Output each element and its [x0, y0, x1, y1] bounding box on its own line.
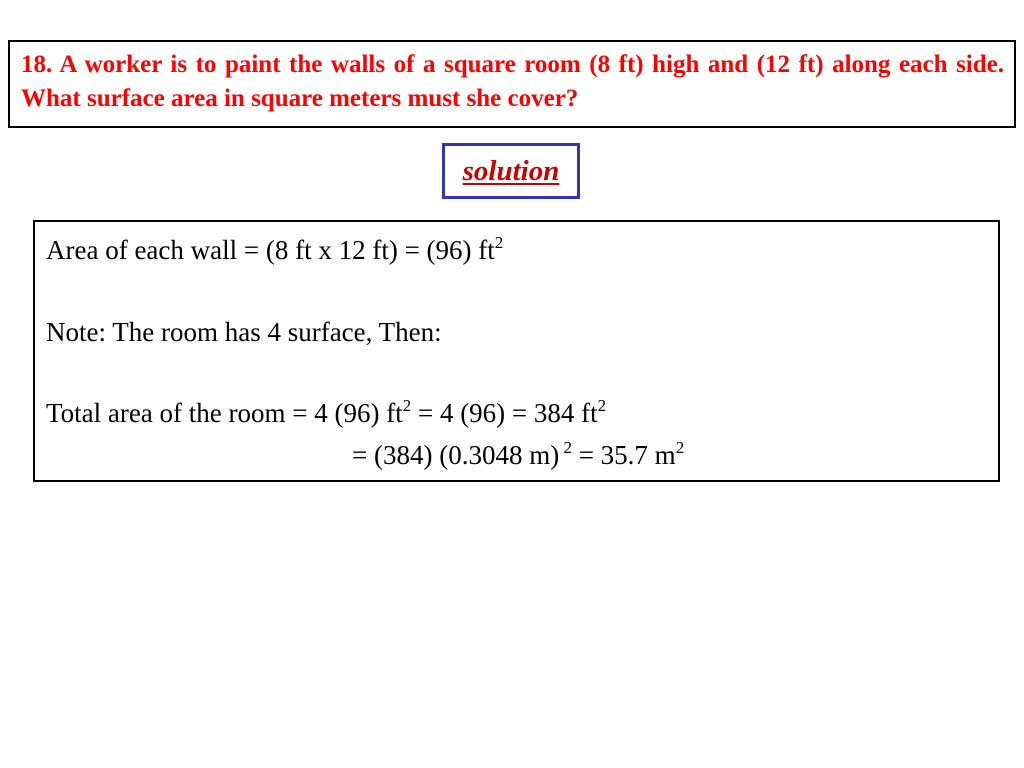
- total-area-exponent-a: 2: [402, 396, 412, 415]
- total-area-exponent-b: 2: [597, 396, 607, 415]
- solution-button[interactable]: [442, 143, 580, 199]
- note-text: Note: The room has 4 surface, Then:: [46, 317, 442, 347]
- note-line: [46, 317, 442, 347]
- solution-steps-box: [33, 220, 1000, 482]
- conversion-text-b: = 35.7 m: [571, 440, 676, 470]
- wall-area-text: Area of each wall = (8 ft x 12 ft) = (96) ft: [46, 235, 495, 265]
- conversion-exponent-b: 2: [675, 438, 685, 457]
- problem-statement-box: [8, 40, 1016, 128]
- conversion-text-a: = (384) (0.3048 m): [352, 440, 560, 470]
- wall-area-exponent: 2: [494, 233, 504, 252]
- total-area-text-a: Total area of the room = 4 (96) ft: [46, 398, 403, 428]
- problem-statement-text: 18. A worker is to paint the walls of a square room (8 ft) high and (12 ft) along each side. What surface area in square meters must she cover?: [21, 51, 1004, 112]
- total-area-text-b: = 4 (96) = 384 ft: [411, 398, 598, 428]
- wall-area-line: [46, 235, 503, 265]
- total-area-line: [46, 398, 606, 428]
- solution-link[interactable]: solution: [462, 155, 560, 187]
- conversion-line: [352, 440, 684, 470]
- conversion-exponent-a: 2: [559, 438, 572, 457]
